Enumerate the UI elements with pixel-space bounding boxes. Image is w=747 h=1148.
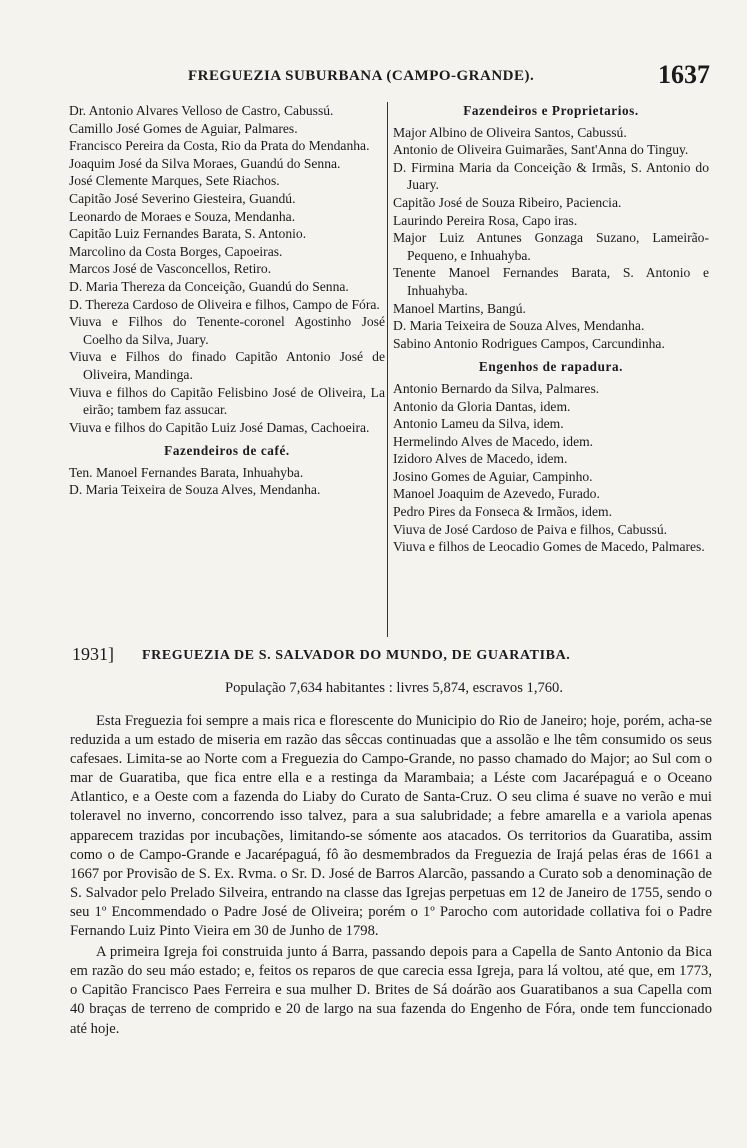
list-item: D. Thereza Cardoso de Oliveira e filhos, Campo de Fóra. <box>69 296 380 312</box>
list-item: Antonio Lameu da Silva, idem. <box>393 416 564 432</box>
running-title: FREGUEZIA SUBURBANA (CAMPO-GRANDE). <box>188 68 535 84</box>
list-item: Marcolino da Costa Borges, Capoeiras. <box>69 243 283 259</box>
list-item: Dr. Antonio Alvares Velloso de Castro, Cabussú. <box>69 103 334 118</box>
paragraph: A primeira Igreja foi construida junto á Barra, passando depois para a Capella de Santo Antonio da Bica em razão do seu máo estado; e, feitos os reparos de que carecia essa Igreja, para lá voltou, até que, em 1773, o Capitão Francisco Paes Ferreira e sua mulher D. Brites de Sá doárão aos Guaratibanos a sua Capella com 40 braças de terreno de comprido e 20 de largo na sua fazenda do Engenho de Fóra, onde tem funccionado até hoje. <box>70 944 712 1037</box>
list-item: Viuva e filhos do Capitão Luiz José Damas, Cachoeira. <box>69 419 370 435</box>
page-number: 1637 <box>658 60 710 89</box>
list-item: Capitão Luiz Fernandes Barata, S. Antonio. <box>69 226 307 242</box>
list-item: Viuva e filhos de Leocadio Gomes de Macedo, Palmares. <box>393 539 705 555</box>
list-item: Laurindo Pereira Rosa, Capo iras. <box>393 212 578 228</box>
left-column <box>69 102 385 499</box>
list-item: Viuva e Filhos do Tenente-coronel Agostinho José Coelho da Silva, Juary. <box>69 314 385 347</box>
page-header <box>70 60 720 92</box>
list-item: D. Firmina Maria da Conceição & Irmãs, S. Antonio do Juary. <box>393 159 709 193</box>
list-item: Major Albino de Oliveira Santos, Cabussú. <box>393 124 627 140</box>
subheading-proprietarios: Fazendeiros e Proprietarios. <box>463 103 639 118</box>
list-item: Tenente Manoel Fernandes Barata, S. Antonio e Inhuahyba. <box>393 265 709 298</box>
list-item: Antonio da Gloria Dantas, idem. <box>393 398 571 414</box>
body-text <box>70 712 712 1041</box>
list-item: Major Luiz Antunes Gonzaga Suzano, Lameirão-Pequeno, e Inhuahyba. <box>393 230 709 263</box>
list-item: Marcos José de Vasconcellos, Retiro. <box>69 261 272 277</box>
list-item: Capitão José Severino Giesteira, Guandú. <box>69 190 296 206</box>
list-item: D. Maria Teixeira de Souza Alves, Mendanha. <box>69 482 321 498</box>
list-item: Ten. Manoel Fernandes Barata, Inhuahyba. <box>69 464 304 480</box>
list-item: Camillo José Gomes de Aguiar, Palmares. <box>69 120 298 136</box>
subheading-cafe: Fazendeiros de café. <box>164 443 290 459</box>
list-item: Sabino Antonio Rodrigues Campos, Carcundinha. <box>393 335 665 351</box>
list-item: D. Maria Teixeira de Souza Alves, Mendanha. <box>393 318 645 334</box>
list-item: Josino Gomes de Aguiar, Campinho. <box>393 468 593 484</box>
list-item: Viuva de José Cardoso de Paiva e filhos, Cabussú. <box>393 521 668 537</box>
list-item: Manoel Joaquim de Azevedo, Furado. <box>393 486 600 502</box>
list-item: Pedro Pires da Fonseca & Irmãos, idem. <box>393 504 612 520</box>
list-item: Joaquim José da Silva Moraes, Guandú do Senna. <box>69 155 341 171</box>
paragraph: Esta Freguezia foi sempre a mais rica e florescente do Municipio do Rio de Janeiro; hoje, porém, acha-se reduzida a um estado de miseria em razão das sêccas continuadas que a assolão e lhe têm consumido os seus cafesaes. Limita-se ao Norte com a Freguezia do Campo-Grande, no passo chamado do Major; ao Sul com o mar de Guaratiba, que fica entre ella e a restinga da Marambaia; a Léste com Jacarépaguá e o Oceano Atlantico, e a Oeste com a fazenda do Liaby do Curato de Santa-Cruz. O seu clima é suave no verão e mui toleravel no inverno, concorrendo isso talvez, para a sua salubridade; a febre amarella e a variola apenas apparecem trazidas por incubações, limitando-se sómente aos atacados. Os territorios da Guaratiba, assim como o de Campo-Grande e Jacarépaguá, fô ão desmembrados da Freguezia de Irajá pelas éras de 1661 a 1667 por Provisão de S. Ex. Rvma. o Sr. D. José de Barros Alarcão, passando a Curato sob a denominação de S. Salvador pelo Prelado Silveira, entrando na classe das Igrejas perpetuas em 12 de Janeiro de 1755, sendo o seu 1º Encommendado o Padre José de Oliveira; porém o 1º Parocho com autoridade collativa foi o Padre Fernando Luiz Pinto Vieira em 30 de Junho de 1798. <box>70 713 712 940</box>
list-item: Viuva e filhos do Capitão Felisbino José de Oliveira, La eirão; tambem faz assucar. <box>69 384 385 418</box>
column-divider <box>387 102 388 637</box>
list-item: Hermelindo Alves de Macedo, idem. <box>393 433 594 449</box>
list-item: Izidoro Alves de Macedo, idem. <box>393 451 568 467</box>
list-item: D. Maria Thereza da Conceição, Guandú do Senna. <box>69 278 349 294</box>
list-item: Leonardo de Moraes e Souza, Mendanha. <box>69 208 296 224</box>
right-column <box>393 102 709 556</box>
list-item: José Clemente Marques, Sete Riachos. <box>69 173 280 189</box>
list-item: Francisco Pereira da Costa, Rio da Prata do Mendanha. <box>69 138 370 154</box>
list-item: Antonio de Oliveira Guimarães, Sant'Anna do Tinguy. <box>393 142 689 158</box>
section-number: 1931] <box>72 644 114 664</box>
two-column-section <box>0 102 747 637</box>
section-title: FREGUEZIA DE S. SALVADOR DO MUNDO, DE GUARATIBA. <box>142 648 571 663</box>
population-line: População 7,634 habitantes : livres 5,874, escravos 1,760. <box>224 680 564 696</box>
list-item: Manoel Martins, Bangú. <box>393 300 526 316</box>
list-item: Viuva e Filhos do finado Capitão Antonio José de Oliveira, Mandinga. <box>69 349 385 382</box>
subheading-engenhos: Engenhos de rapadura. <box>478 359 624 375</box>
list-item: Capitão José de Souza Ribeiro, Paciencia. <box>393 194 622 210</box>
list-item: Antonio Bernardo da Silva, Palmares. <box>393 380 600 396</box>
